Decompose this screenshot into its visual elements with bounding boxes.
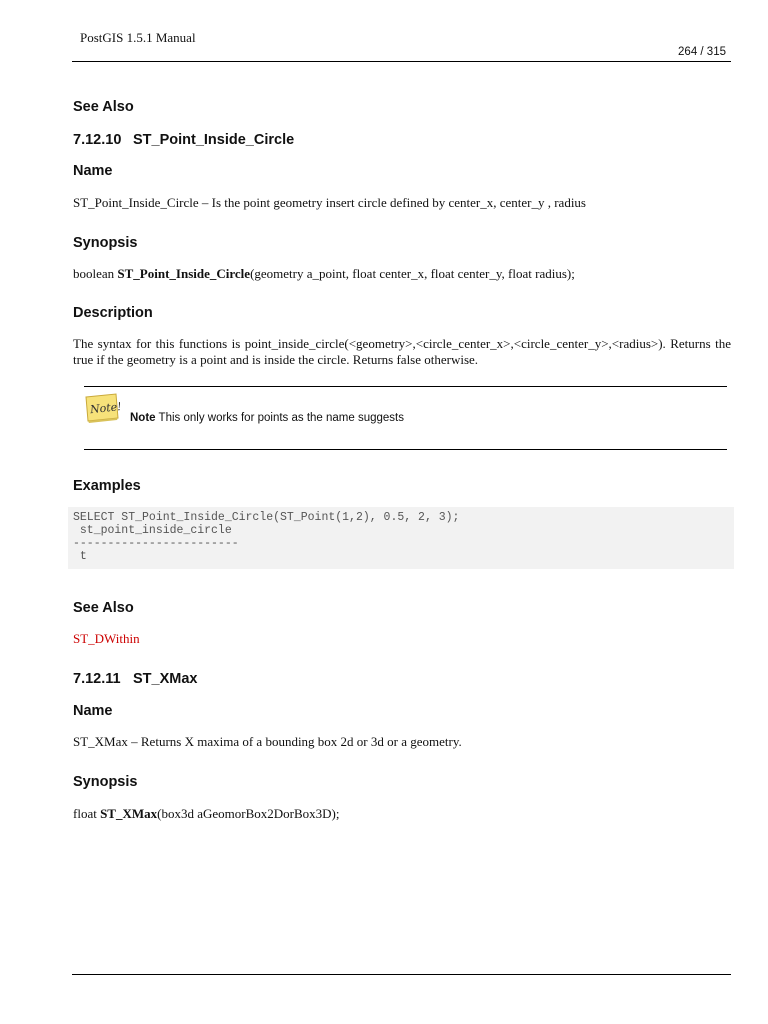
name-text-2: ST_XMax – Returns X maxima of a bounding box 2d or 3d or a geometry. — [73, 734, 462, 749]
examples-heading: Examples — [73, 478, 141, 494]
section-heading-st-point-inside-circle — [73, 132, 294, 148]
synopsis-function-name: ST_XMax — [100, 806, 158, 821]
synopsis-heading-2: Synopsis — [73, 774, 138, 790]
section-number: 7.12.11 — [73, 671, 121, 687]
running-title: PostGIS 1.5.1 Manual — [80, 30, 196, 45]
name-text-1: ST_Point_Inside_Circle – Is the point geometry insert circle defined by center_x, center_y , radius — [73, 195, 586, 210]
code-line-2: st_point_inside_circle — [73, 524, 232, 537]
code-line-3: ------------------------ — [73, 537, 239, 550]
header-rule — [72, 61, 731, 62]
synopsis-return-type: boolean — [73, 266, 118, 281]
note-icon — [84, 393, 120, 423]
synopsis-heading-1: Synopsis — [73, 235, 138, 251]
description-line-2: true if the geometry is a point and is inside the circle. Returns false otherwise. — [73, 352, 479, 367]
see-also-heading-2: See Also — [73, 600, 134, 616]
code-line-1: SELECT ST_Point_Inside_Circle(ST_Point(1,2), 0.5, 2, 3); — [73, 511, 460, 524]
name-heading-1: Name — [73, 163, 113, 179]
note-body: This only works for points as the name suggests — [155, 412, 404, 424]
synopsis-arguments: (box3d aGeomorBox2DorBox3D); — [157, 806, 340, 821]
note-label: Note — [130, 412, 156, 424]
section-heading-st-xmax — [73, 671, 197, 687]
st-dwithin-link[interactable]: ST_DWithin — [73, 631, 140, 646]
footer-rule — [72, 974, 731, 975]
note-top-rule — [84, 386, 727, 387]
name-heading-2: Name — [73, 703, 113, 719]
synopsis-return-type: float — [73, 806, 101, 821]
description-text — [73, 336, 731, 368]
synopsis-function-name: ST_Point_Inside_Circle — [117, 266, 251, 281]
note-bottom-rule — [84, 449, 727, 450]
section-title: ST_XMax — [133, 671, 198, 687]
description-heading: Description — [73, 305, 153, 321]
synopsis-2 — [73, 806, 339, 822]
see-also-heading-1: See Also — [73, 99, 134, 115]
synopsis-1 — [73, 266, 575, 282]
description-line-1: The syntax for this functions is point_inside_circle(<geometry>,<circle_center_x>,<circle_center_y>,<radius>). Returns the — [73, 336, 731, 351]
svg-text:Note!: Note! — [89, 399, 120, 417]
code-line-4: t — [73, 550, 87, 563]
note-text — [130, 412, 404, 424]
page-number: 264 / 315 — [678, 46, 726, 58]
synopsis-arguments: (geometry a_point, float center_x, float center_y, float radius); — [250, 266, 575, 281]
section-title: ST_Point_Inside_Circle — [133, 132, 295, 148]
section-number: 7.12.10 — [73, 132, 122, 148]
